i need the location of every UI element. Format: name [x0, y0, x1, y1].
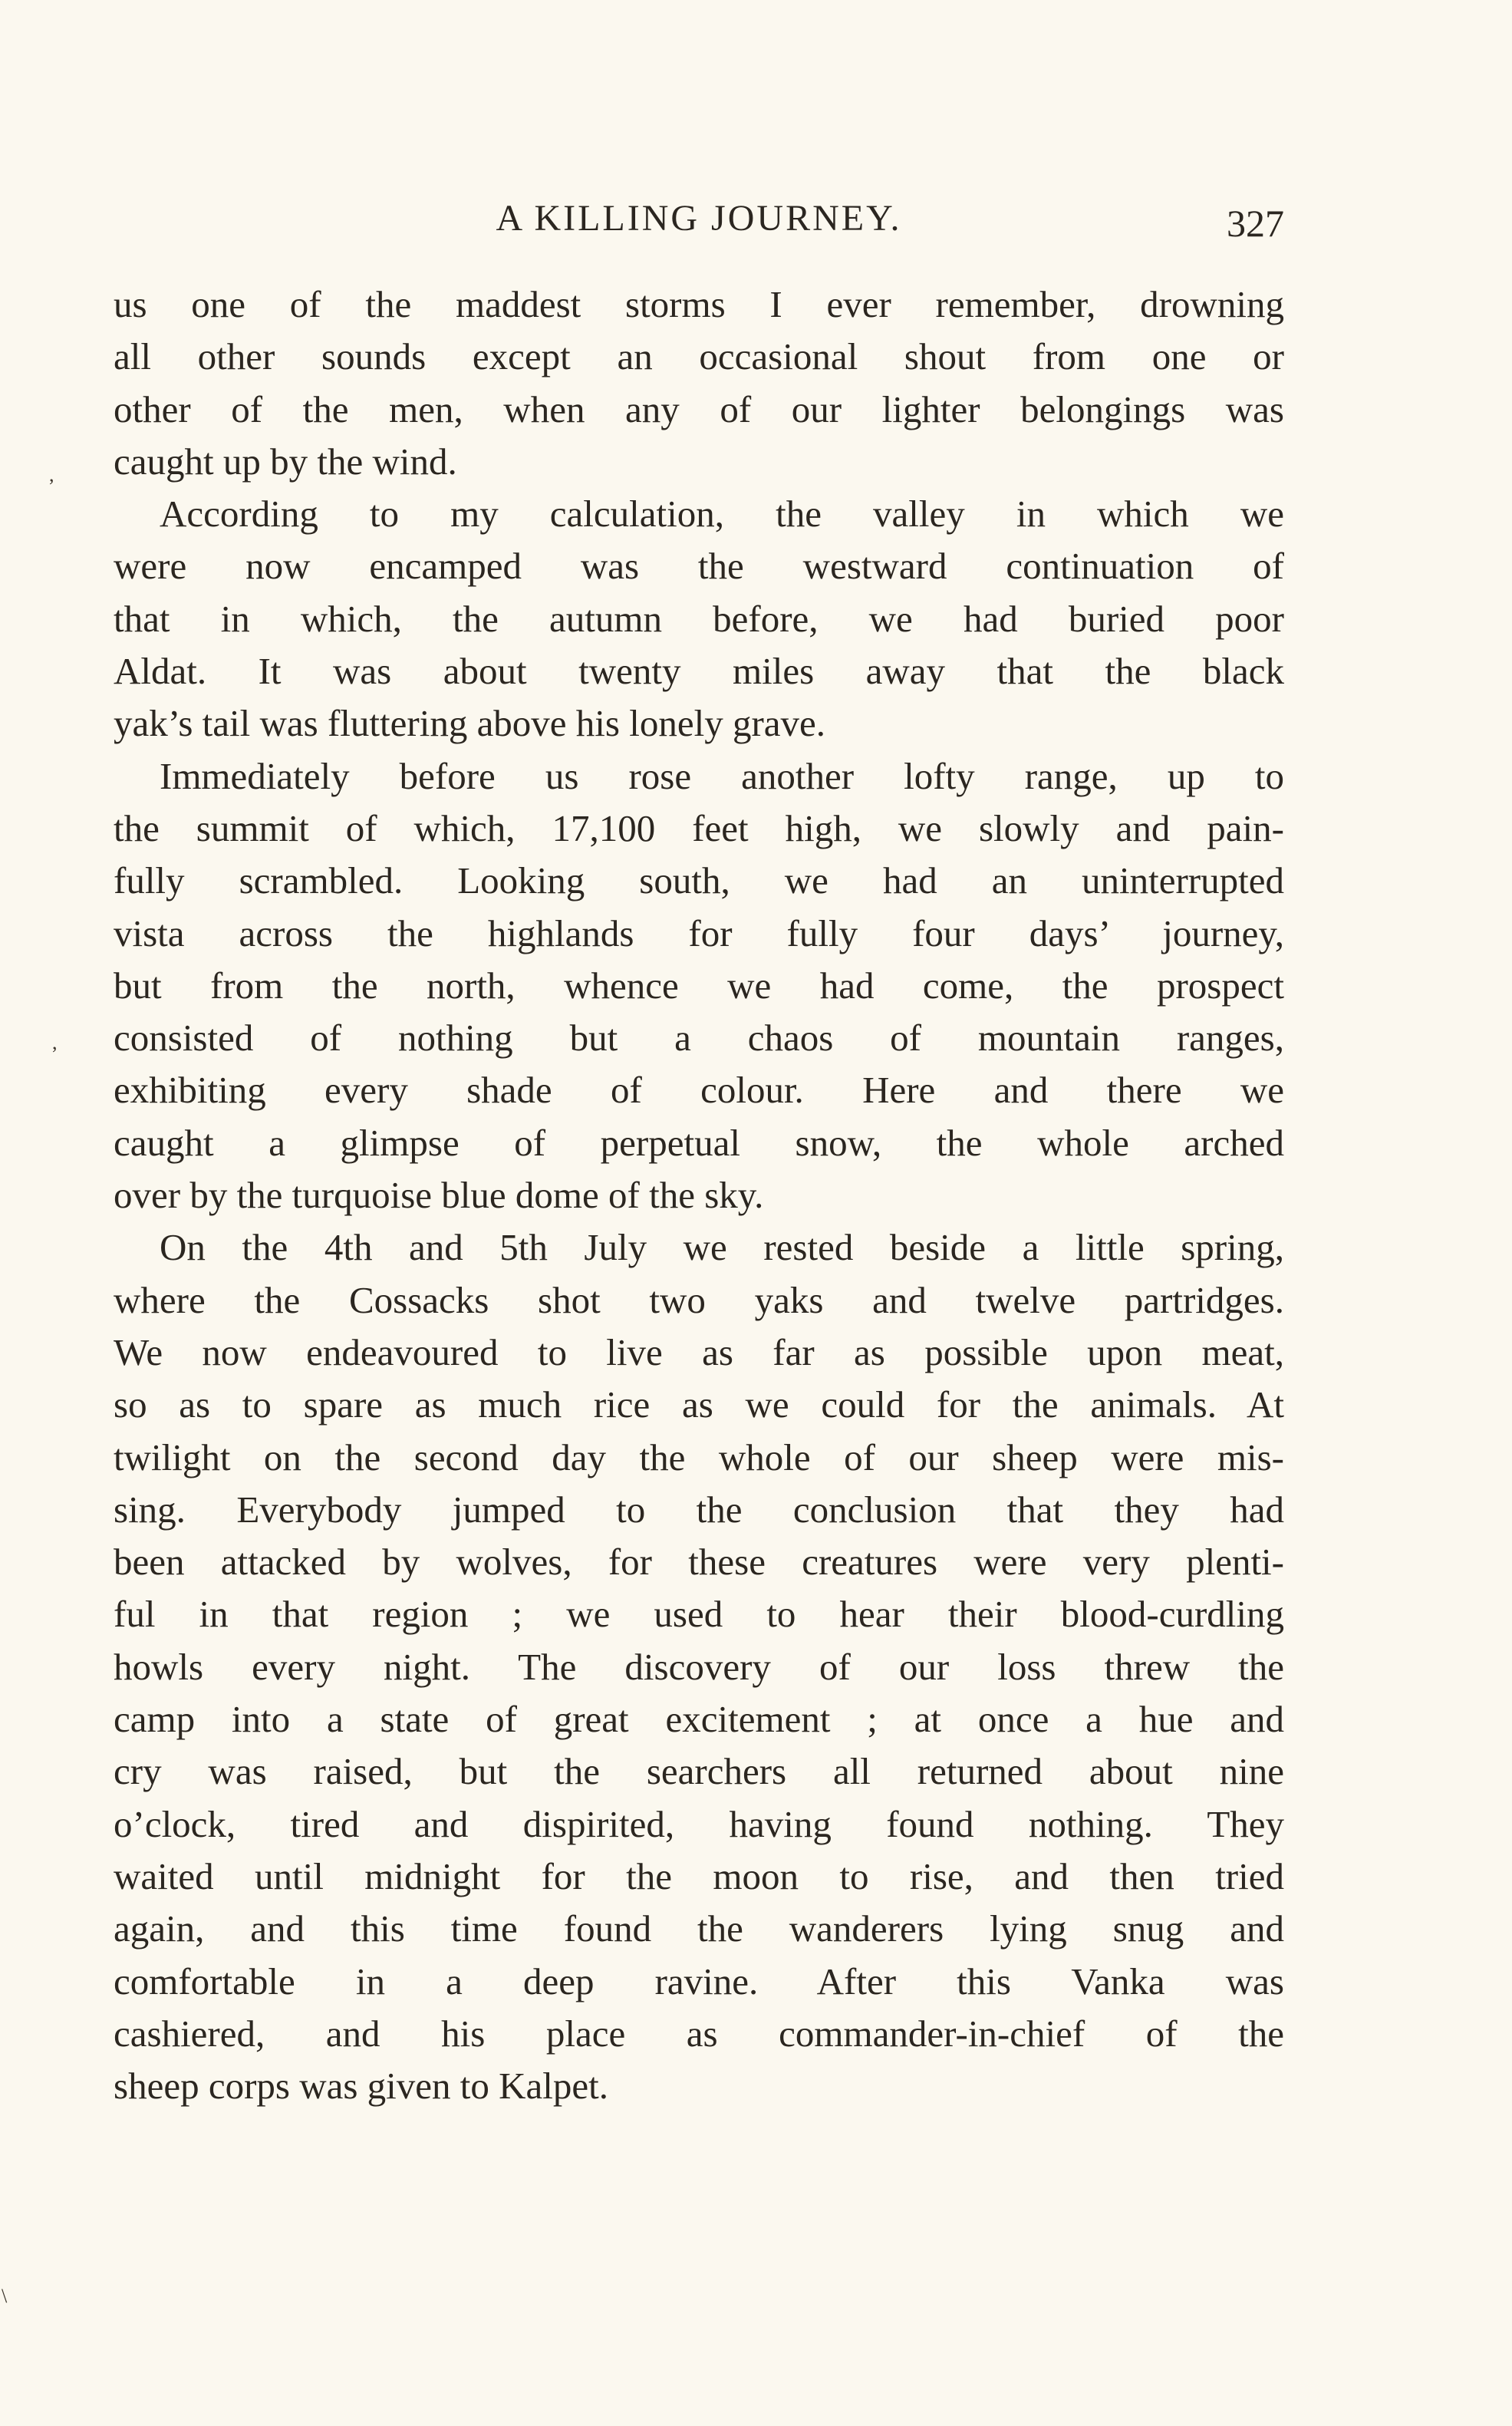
text-line: where the Cossacks shot two yaks and twelve partridges. [114, 1278, 1284, 1321]
print-speck: , [52, 1031, 58, 1053]
text-line: cashiered, and his place as commander-in-chief of the [114, 2012, 1284, 2055]
text-line: sheep corps was given to Kalpet. [114, 2065, 608, 2108]
text-line: so as to spare as much rice as we could for the animals. At [114, 1383, 1284, 1426]
running-head [114, 192, 1284, 246]
body-text [114, 279, 1284, 2112]
text-line: o’clock, tired and dispirited, having found nothing. They [114, 1802, 1284, 1845]
text-line: that in which, the autumn before, we had buried poor [114, 597, 1284, 640]
text-line: been attacked by wolves, for these creatures were very plenti- [114, 1541, 1284, 1584]
text-line: vista across the highlands for fully four days’ journey, [114, 911, 1284, 954]
text-line: but from the north, whence we had come, the prospect [114, 964, 1284, 1007]
text-line: the summit of which, 17,100 feet high, we slowly and pain- [114, 806, 1284, 849]
text-line: sing. Everybody jumped to the conclusion that they had [114, 1488, 1284, 1531]
page-number: 327 [1227, 202, 1284, 245]
paragraph-first-line: Immediately before us rose another lofty range, up to [160, 754, 1284, 797]
text-line: over by the turquoise blue dome of the sky. [114, 1174, 764, 1217]
text-line: ful in that region ; we used to hear their blood-curdling [114, 1593, 1284, 1636]
text-line: exhibiting every shade of colour. Here and there we [114, 1069, 1284, 1112]
text-line: cry was raised, but the searchers all returned about nine [114, 1750, 1284, 1793]
text-line: again, and this time found the wanderers lying snug and [114, 1907, 1284, 1950]
text-line: all other sounds except an occasional shout from one or [114, 335, 1284, 378]
print-speck: \ [2, 2285, 8, 2307]
text-line: comfortable in a deep ravine. After this Vanka was [114, 1960, 1284, 2002]
paragraph-first-line: According to my calculation, the valley in which we [160, 493, 1284, 536]
text-line: camp into a state of great excitement ; at once a hue and [114, 1698, 1284, 1741]
paragraph-first-line: On the 4th and 5th July we rested beside a little spring, [160, 1226, 1284, 1269]
text-line: howls every night. The discovery of our loss threw the [114, 1645, 1284, 1688]
text-line: consisted of nothing but a chaos of mountain ranges, [114, 1017, 1284, 1060]
text-line: waited until midnight for the moon to rise, and then tried [114, 1854, 1284, 1897]
text-line: Aldat. It was about twenty miles away that the black [114, 650, 1284, 693]
text-line: caught a glimpse of perpetual snow, the whole arched [114, 1121, 1284, 1164]
text-line: fully scrambled. Looking south, we had an uninterrupted [114, 859, 1284, 902]
text-line: us one of the maddest storms I ever remember, drowning [114, 283, 1284, 325]
text-line: We now endeavoured to live as far as possible upon meat, [114, 1330, 1284, 1373]
print-speck: , [49, 463, 54, 486]
text-line: twilight on the second day the whole of our sheep were mis- [114, 1435, 1284, 1478]
running-title: A KILLING JOURNEY. [496, 198, 902, 239]
text-line: other of the men, when any of our lighter belongings was [114, 387, 1284, 430]
text-line: were now encamped was the westward continuation of [114, 545, 1284, 588]
text-line: yak’s tail was fluttering above his lonely grave. [114, 702, 826, 745]
text-line: caught up by the wind. [114, 440, 457, 483]
